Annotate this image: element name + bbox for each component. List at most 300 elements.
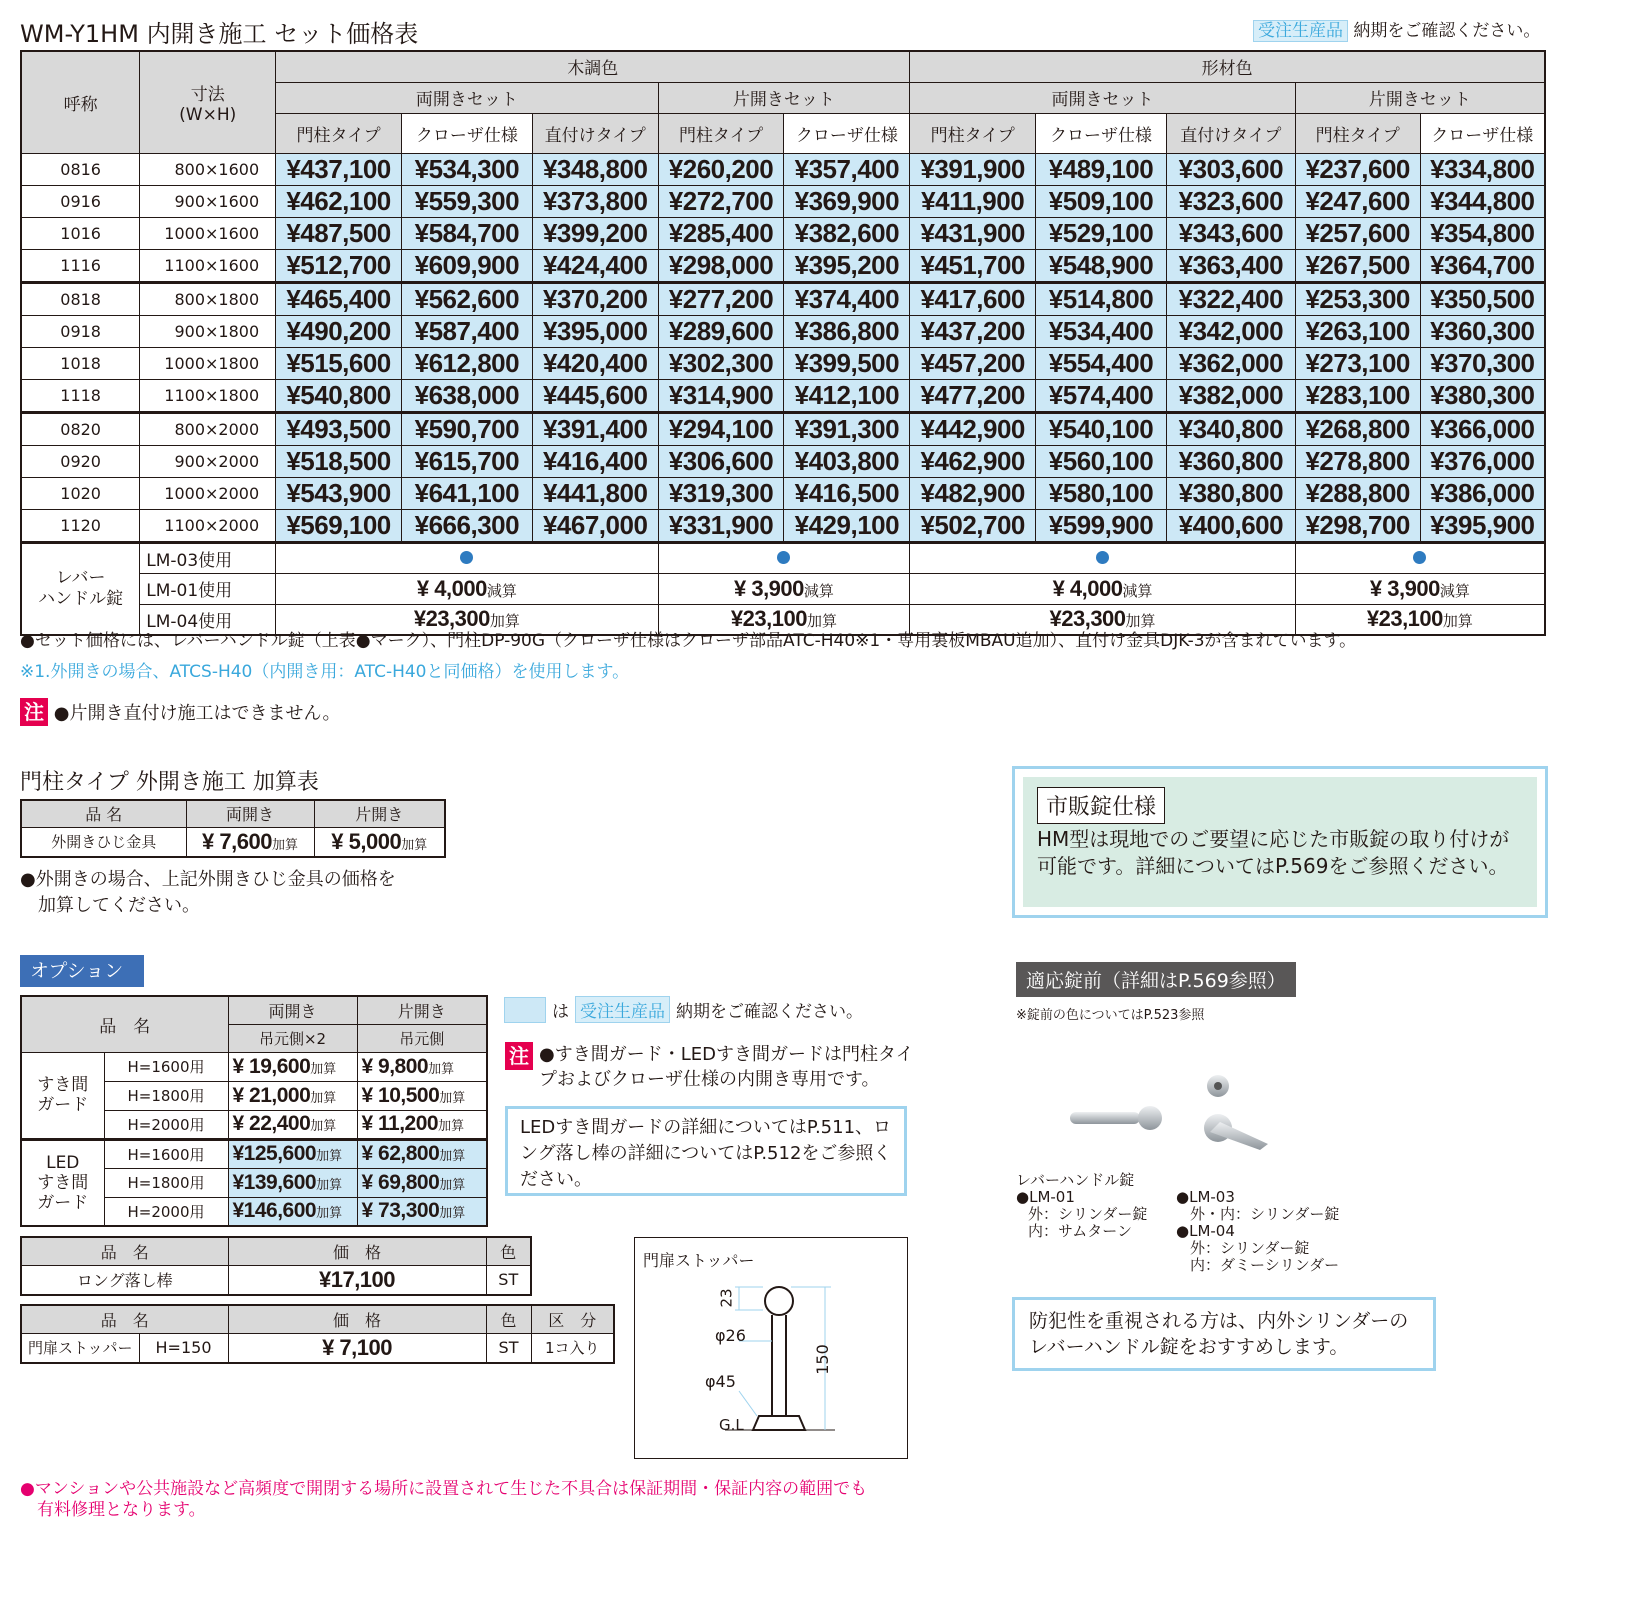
price-cell: ¥391,900 xyxy=(910,153,1036,185)
row-size: 800×1600 xyxy=(140,153,276,185)
price-cell: ¥416,400 xyxy=(532,445,658,477)
table-row xyxy=(21,185,1545,217)
lever-price-cell xyxy=(276,573,658,604)
price-cell: ¥462,100 xyxy=(276,185,402,217)
price-cell: ¥482,900 xyxy=(910,477,1036,509)
price-cell: ¥278,800 xyxy=(1295,445,1420,477)
option-price: ¥ 19,600 xyxy=(232,1054,311,1078)
price-cell: ¥437,200 xyxy=(910,315,1036,347)
dim-45: φ45 xyxy=(705,1372,736,1391)
row-size: 800×2000 xyxy=(140,412,276,445)
unit-label: 加算 xyxy=(438,1119,465,1134)
row-size: 1000×2000 xyxy=(140,477,276,509)
unit-label: 減算 xyxy=(1122,581,1153,600)
type-header: クローザ仕様 xyxy=(1420,113,1545,153)
price-cell: ¥445,600 xyxy=(532,379,658,412)
price-cell: ¥391,300 xyxy=(784,412,910,445)
option-h-double: 両開き xyxy=(228,996,357,1024)
option-price: ¥ 21,000 xyxy=(232,1083,311,1107)
price-cell: ¥306,600 xyxy=(658,445,784,477)
lever-handle-label: レバー ハンドル錠 xyxy=(21,542,140,635)
unit-label: 加算 xyxy=(1442,612,1473,631)
price-cell: ¥399,200 xyxy=(532,217,658,249)
table-row xyxy=(21,509,1545,542)
included-dot-icon xyxy=(1096,551,1109,564)
price-cell: ¥431,900 xyxy=(910,217,1036,249)
made-to-order-tag: 受注生産品 xyxy=(1253,20,1348,42)
subgroup-single: 片開きセット xyxy=(658,82,910,113)
table-row xyxy=(21,249,1545,282)
row-size: 1000×1600 xyxy=(140,217,276,249)
lever-model-label: LM-01使用 xyxy=(140,573,276,604)
outward-table xyxy=(20,799,446,858)
price-cell: ¥382,000 xyxy=(1166,379,1295,412)
option-height: H=1800用 xyxy=(104,1081,228,1110)
row-code: 0920 xyxy=(21,445,140,477)
row-code: 1120 xyxy=(21,509,140,542)
stopper-fig-title: 門扉ストッパー xyxy=(643,1251,755,1270)
option-height: H=1600用 xyxy=(104,1139,228,1168)
price-cell: ¥370,300 xyxy=(1420,347,1545,379)
lock-models xyxy=(1016,1172,1339,1274)
price-cell: ¥534,300 xyxy=(401,153,532,185)
lm04-detail: 外：シリンダー錠 xyxy=(1190,1239,1310,1257)
row-code: 1116 xyxy=(21,249,140,282)
type-header: クローザ仕様 xyxy=(1036,113,1167,153)
subgroup-single: 片開きセット xyxy=(1295,82,1545,113)
price-cell: ¥509,100 xyxy=(1036,185,1167,217)
price-cell: ¥253,300 xyxy=(1295,282,1420,315)
rod-h-price: 価 格 xyxy=(228,1237,486,1265)
price-cell: ¥411,900 xyxy=(910,185,1036,217)
unit-label: 加算 xyxy=(310,1119,337,1134)
lever-model-label: LM-03使用 xyxy=(140,542,276,573)
price-cell: ¥360,800 xyxy=(1166,445,1295,477)
price-cell: ¥560,100 xyxy=(1036,445,1167,477)
price-cell: ¥357,400 xyxy=(784,153,910,185)
unit-label: 加算 xyxy=(310,1090,337,1106)
unit-label: 加算 xyxy=(310,1061,337,1077)
outward-price-double: ¥ 7,600 xyxy=(202,828,272,854)
price-cell: ¥395,200 xyxy=(784,249,910,282)
lever-model-label: LM-04使用 xyxy=(140,604,276,635)
price-cell: ¥343,600 xyxy=(1166,217,1295,249)
price-cell: ¥314,900 xyxy=(658,379,784,412)
row-size: 1000×1800 xyxy=(140,347,276,379)
price-cell: ¥638,000 xyxy=(401,379,532,412)
table-row xyxy=(21,315,1545,347)
type-header: 直付けタイプ xyxy=(1166,113,1295,153)
rod-color: ST xyxy=(486,1265,531,1295)
included-dot xyxy=(1295,542,1545,573)
row-size: 900×1600 xyxy=(140,185,276,217)
price-cell: ¥348,800 xyxy=(532,153,658,185)
row-size: 1100×2000 xyxy=(140,509,276,542)
price-cell: ¥247,600 xyxy=(1295,185,1420,217)
unit-label: 加算 xyxy=(316,1206,343,1222)
lever-price: ¥23,300 xyxy=(413,606,490,632)
price-cell: ¥477,200 xyxy=(910,379,1036,412)
price-cell: ¥331,900 xyxy=(658,509,784,542)
commercial-lock-box xyxy=(1012,766,1548,918)
option-price: ¥ 73,300 xyxy=(361,1199,440,1223)
option-price: ¥139,600 xyxy=(232,1170,317,1194)
price-cell: ¥303,600 xyxy=(1166,153,1295,185)
rod-table xyxy=(20,1236,532,1296)
price-cell: ¥487,500 xyxy=(276,217,402,249)
delivery-note: 納期をご確認ください。 xyxy=(1353,21,1541,41)
rod-h-color: 色 xyxy=(486,1237,531,1265)
price-cell: ¥559,300 xyxy=(401,185,532,217)
option-price-cell xyxy=(228,1197,357,1226)
price-cell: ¥395,000 xyxy=(532,315,658,347)
group-profile-color: 形材色 xyxy=(910,51,1545,82)
lever-price-cell xyxy=(1295,573,1545,604)
row-code: 0820 xyxy=(21,412,140,445)
price-cell: ¥260,200 xyxy=(658,153,784,185)
lever-price: ¥23,300 xyxy=(1049,606,1126,632)
option-price: ¥146,600 xyxy=(232,1199,317,1223)
price-cell: ¥548,900 xyxy=(1036,249,1167,282)
price-cell: ¥354,800 xyxy=(1420,217,1545,249)
price-cell: ¥615,700 xyxy=(401,445,532,477)
price-cell: ¥283,100 xyxy=(1295,379,1420,412)
unit-label: 加算 xyxy=(271,837,298,853)
price-cell: ¥369,900 xyxy=(784,185,910,217)
price-cell: ¥429,100 xyxy=(784,509,910,542)
rod-name: ロング落し棒 xyxy=(21,1265,228,1295)
table-row xyxy=(21,477,1545,509)
dim-23: 23 xyxy=(717,1288,736,1308)
row-code: 1016 xyxy=(21,217,140,249)
price-cell: ¥554,400 xyxy=(1036,347,1167,379)
type-header: クローザ仕様 xyxy=(401,113,532,153)
option-price-cell xyxy=(357,1081,487,1110)
price-cell: ¥465,400 xyxy=(276,282,402,315)
price-cell: ¥457,200 xyxy=(910,347,1036,379)
price-cell: ¥386,000 xyxy=(1420,477,1545,509)
stopper-drawing xyxy=(635,1238,909,1460)
lever-price-cell xyxy=(910,573,1295,604)
row-code: 1020 xyxy=(21,477,140,509)
price-cell: ¥386,800 xyxy=(784,315,910,347)
footer-note: ●マンションや公共施設など高頻度で開閉する場所に設置されて生じた不具合は保証期間・保証内容の範囲でも 有料修理となります。 xyxy=(20,1479,868,1520)
unit-label: 加算 xyxy=(489,612,520,631)
price-cell: ¥416,500 xyxy=(784,477,910,509)
lever-row xyxy=(21,542,1545,573)
outward-h-double: 両開き xyxy=(186,800,314,827)
stopper-name: 門扉ストッパー xyxy=(21,1333,139,1363)
table-row xyxy=(21,153,1545,185)
price-cell: ¥612,800 xyxy=(401,347,532,379)
price-cell: ¥512,700 xyxy=(276,249,402,282)
price-cell: ¥574,400 xyxy=(1036,379,1167,412)
option-price: ¥ 9,800 xyxy=(361,1054,429,1078)
lever-price: ¥ 4,000 xyxy=(1052,575,1123,601)
unit-label: 減算 xyxy=(486,581,517,600)
col-size-header: 寸法 (W×H) xyxy=(140,51,276,153)
row-code: 0918 xyxy=(21,315,140,347)
price-cell: ¥412,100 xyxy=(784,379,910,412)
lever-handle-illustration xyxy=(1060,1060,1290,1170)
price-cell: ¥580,100 xyxy=(1036,477,1167,509)
unit-label: 加算 xyxy=(806,612,837,631)
option-price-cell xyxy=(228,1168,357,1197)
lm01-label: ●LM-01 xyxy=(1016,1188,1075,1206)
row-code: 0818 xyxy=(21,282,140,315)
outward-title: 門柱タイプ 外開き施工 加算表 xyxy=(20,770,319,795)
option-price-cell xyxy=(228,1052,357,1081)
price-cell: ¥298,000 xyxy=(658,249,784,282)
price-cell: ¥417,600 xyxy=(910,282,1036,315)
option-price-cell xyxy=(228,1110,357,1139)
option-height: H=1800用 xyxy=(104,1168,228,1197)
lm04-detail: 内：ダミーシリンダー xyxy=(1190,1256,1340,1274)
option-price-cell xyxy=(228,1081,357,1110)
price-cell: ¥294,100 xyxy=(658,412,784,445)
price-cell: ¥363,400 xyxy=(1166,249,1295,282)
type-header: 門柱タイプ xyxy=(658,113,784,153)
price-cell: ¥373,800 xyxy=(532,185,658,217)
price-cell: ¥366,000 xyxy=(1420,412,1545,445)
option-title xyxy=(20,955,144,987)
rod-price: ¥17,100 xyxy=(318,1266,396,1292)
stopper-h-color: 色 xyxy=(486,1305,531,1333)
price-cell: ¥584,700 xyxy=(401,217,532,249)
option-h-single: 片開き xyxy=(357,996,487,1024)
lever-price: ¥ 4,000 xyxy=(416,575,487,601)
option-price: ¥ 69,800 xyxy=(361,1170,440,1194)
price-cell: ¥273,100 xyxy=(1295,347,1420,379)
included-dot xyxy=(658,542,910,573)
option-price-cell xyxy=(357,1052,487,1081)
price-cell: ¥344,800 xyxy=(1420,185,1545,217)
price-cell: ¥442,900 xyxy=(910,412,1036,445)
unit-label: 加算 xyxy=(439,1090,466,1106)
price-cell: ¥360,300 xyxy=(1420,315,1545,347)
stopper-h-price: 価 格 xyxy=(228,1305,486,1333)
option-price: ¥ 62,800 xyxy=(361,1142,440,1165)
lever-price: ¥ 3,900 xyxy=(1369,575,1440,601)
col-name-header: 呼称 xyxy=(21,51,140,153)
row-code: 1118 xyxy=(21,379,140,412)
option-height: H=2000用 xyxy=(104,1110,228,1139)
option-price-cell xyxy=(357,1197,487,1226)
option-row xyxy=(21,1139,487,1168)
price-cell: ¥362,000 xyxy=(1166,347,1295,379)
group-wood-color: 木調色 xyxy=(276,51,910,82)
price-cell: ¥502,700 xyxy=(910,509,1036,542)
price-cell: ¥590,700 xyxy=(401,412,532,445)
price-cell: ¥587,400 xyxy=(401,315,532,347)
price-cell: ¥350,500 xyxy=(1420,282,1545,315)
lock-section-title: 適応錠前（詳細はP.569参照） xyxy=(1016,962,1296,997)
stopper-h-name: 品 名 xyxy=(21,1305,228,1333)
set-price-note: ●セット価格には、レバーハンドル錠（上表●マーク）、門柱DP-90G（クローザ仕様はクローザ部品ATC-H40※1・専用裏板MBAU追加）、直付け金具DJK-3が含まれています。 xyxy=(20,631,1357,651)
option-caution-text: ●すき間ガード・LEDすき間ガードは門柱タイプおよびクローザ仕様の内開き専用です。 xyxy=(539,1044,914,1090)
dim-150: 150 xyxy=(812,1344,832,1375)
price-cell: ¥267,500 xyxy=(1295,249,1420,282)
stopper-price: ¥ 7,100 xyxy=(322,1334,392,1360)
price-cell: ¥302,300 xyxy=(658,347,784,379)
option-height: H=2000用 xyxy=(104,1197,228,1226)
stopper-size: H=150 xyxy=(139,1333,228,1363)
option-table xyxy=(20,995,488,1227)
price-cell: ¥666,300 xyxy=(401,509,532,542)
lever-handle-label: レバーハンドル錠 xyxy=(1016,1171,1135,1189)
table-row xyxy=(21,217,1545,249)
price-cell: ¥437,100 xyxy=(276,153,402,185)
row-size: 1100×1600 xyxy=(140,249,276,282)
lm04-label: ●LM-04 xyxy=(1176,1222,1235,1240)
price-cell: ¥277,200 xyxy=(658,282,784,315)
price-cell: ¥609,900 xyxy=(401,249,532,282)
option-price-cell xyxy=(357,1168,487,1197)
lever-price: ¥ 3,900 xyxy=(733,575,804,601)
included-dot xyxy=(910,542,1295,573)
price-cell: ¥374,400 xyxy=(784,282,910,315)
legend-tag: 受注生産品 xyxy=(575,996,670,1023)
option-height: H=1600用 xyxy=(104,1052,228,1081)
row-size: 900×1800 xyxy=(140,315,276,347)
commercial-lock-title: 市販錠仕様 xyxy=(1037,787,1165,824)
row-size: 1100×1800 xyxy=(140,379,276,412)
option-price: ¥ 10,500 xyxy=(361,1083,440,1107)
price-cell: ¥451,700 xyxy=(910,249,1036,282)
option-price: ¥125,600 xyxy=(232,1142,317,1165)
price-cell: ¥490,200 xyxy=(276,315,402,347)
unit-label: 減算 xyxy=(1439,581,1470,600)
outward-note: ●外開きの場合、上記外開きひじ金具の価格を 加算してください。 xyxy=(20,869,396,916)
legend-note: 納期をご確認ください。 xyxy=(676,1002,863,1022)
option-h-single-sub: 吊元側 xyxy=(357,1024,487,1052)
option-price-cell xyxy=(357,1110,487,1139)
type-header: 直付けタイプ xyxy=(532,113,658,153)
price-cell: ¥424,400 xyxy=(532,249,658,282)
included-dot xyxy=(276,542,658,573)
subgroup-double: 両開きセット xyxy=(910,82,1295,113)
price-cell: ¥400,600 xyxy=(1166,509,1295,542)
type-header: 門柱タイプ xyxy=(276,113,402,153)
row-size: 800×1800 xyxy=(140,282,276,315)
option-price: ¥ 11,200 xyxy=(361,1112,439,1135)
outward-price-single: ¥ 5,000 xyxy=(331,828,402,854)
price-cell: ¥263,100 xyxy=(1295,315,1420,347)
rod-h-name: 品 名 xyxy=(21,1237,228,1265)
price-cell: ¥540,800 xyxy=(276,379,402,412)
unit-label: 加算 xyxy=(316,1149,343,1164)
lever-row xyxy=(21,573,1545,604)
unit-label: 減算 xyxy=(803,581,834,600)
price-cell: ¥514,800 xyxy=(1036,282,1167,315)
price-cell: ¥395,900 xyxy=(1420,509,1545,542)
price-cell: ¥599,900 xyxy=(1036,509,1167,542)
price-cell: ¥569,100 xyxy=(276,509,402,542)
price-cell: ¥489,100 xyxy=(1036,153,1167,185)
option-title-text: オプション xyxy=(20,955,144,987)
price-cell: ¥420,400 xyxy=(532,347,658,379)
type-header: 門柱タイプ xyxy=(1295,113,1420,153)
lever-price: ¥23,100 xyxy=(730,606,807,632)
unit-label: 加算 xyxy=(1125,612,1156,631)
option-price-cell xyxy=(357,1139,487,1168)
unit-label: 加算 xyxy=(439,1206,466,1222)
caution-mark: 注 xyxy=(20,698,48,726)
caution-text: ●片開き直付け施工はできません。 xyxy=(53,703,341,724)
stopper-figure xyxy=(634,1237,908,1459)
unit-label: 加算 xyxy=(439,1177,466,1193)
lever-price-cell xyxy=(658,573,910,604)
price-cell: ¥441,800 xyxy=(532,477,658,509)
price-cell: ¥562,600 xyxy=(401,282,532,315)
included-dot-icon xyxy=(1413,551,1426,564)
table-row xyxy=(21,282,1545,315)
row-code: 1018 xyxy=(21,347,140,379)
row-size: 900×2000 xyxy=(140,445,276,477)
price-cell: ¥391,400 xyxy=(532,412,658,445)
option-group-label: LED すき間 ガード xyxy=(21,1139,104,1226)
dim-26: φ26 xyxy=(715,1326,746,1345)
recommend-box: 防犯性を重視される方は、内外シリンダーの レバーハンドル錠をおすすめします。 xyxy=(1012,1297,1436,1371)
stopper-h-class: 区 分 xyxy=(531,1305,614,1333)
price-cell: ¥342,000 xyxy=(1166,315,1295,347)
table-row xyxy=(21,445,1545,477)
type-header: 門柱タイプ xyxy=(910,113,1036,153)
price-cell: ¥268,800 xyxy=(1295,412,1420,445)
price-cell: ¥364,700 xyxy=(1420,249,1545,282)
price-cell: ¥340,800 xyxy=(1166,412,1295,445)
outward-item: 外開きひじ金具 xyxy=(21,827,186,857)
price-cell: ¥399,500 xyxy=(784,347,910,379)
lever-price: ¥23,100 xyxy=(1366,606,1443,632)
price-cell: ¥237,600 xyxy=(1295,153,1420,185)
option-price-cell xyxy=(228,1139,357,1168)
price-cell: ¥380,800 xyxy=(1166,477,1295,509)
price-cell: ¥467,000 xyxy=(532,509,658,542)
price-cell: ¥322,400 xyxy=(1166,282,1295,315)
lm03-detail: 外・内：シリンダー錠 xyxy=(1190,1205,1340,1223)
price-table xyxy=(20,50,1546,636)
price-cell: ¥493,500 xyxy=(276,412,402,445)
price-cell: ¥319,300 xyxy=(658,477,784,509)
lm01-detail: 内：サムターン xyxy=(1028,1222,1132,1240)
price-cell: ¥382,600 xyxy=(784,217,910,249)
price-cell: ¥257,600 xyxy=(1295,217,1420,249)
legend-swatch xyxy=(504,997,546,1023)
price-cell: ¥641,100 xyxy=(401,477,532,509)
price-cell: ¥370,200 xyxy=(532,282,658,315)
option-h-double-sub: 吊元側×2 xyxy=(228,1024,357,1052)
lock-color-note: ※錠前の色についてはP.523参照 xyxy=(1016,1008,1205,1023)
type-header: クローザ仕様 xyxy=(784,113,910,153)
price-cell: ¥289,600 xyxy=(658,315,784,347)
price-cell: ¥376,000 xyxy=(1420,445,1545,477)
price-cell: ¥323,600 xyxy=(1166,185,1295,217)
price-cell: ¥534,400 xyxy=(1036,315,1167,347)
footnote-1: ※1.外開きの場合、ATCS-H40（内開き用：ATC-H40と同価格）を使用します。 xyxy=(20,662,630,682)
included-dot-icon xyxy=(460,551,473,564)
stopper-class: 1コ入り xyxy=(531,1333,614,1363)
price-cell: ¥288,800 xyxy=(1295,477,1420,509)
table-row xyxy=(21,347,1545,379)
price-cell: ¥298,700 xyxy=(1295,509,1420,542)
row-code: 0816 xyxy=(21,153,140,185)
price-cell: ¥272,700 xyxy=(658,185,784,217)
subgroup-double: 両開きセット xyxy=(276,82,658,113)
legend-is: は xyxy=(552,1002,569,1022)
price-cell: ¥462,900 xyxy=(910,445,1036,477)
lm01-detail: 外：シリンダー錠 xyxy=(1028,1205,1148,1223)
